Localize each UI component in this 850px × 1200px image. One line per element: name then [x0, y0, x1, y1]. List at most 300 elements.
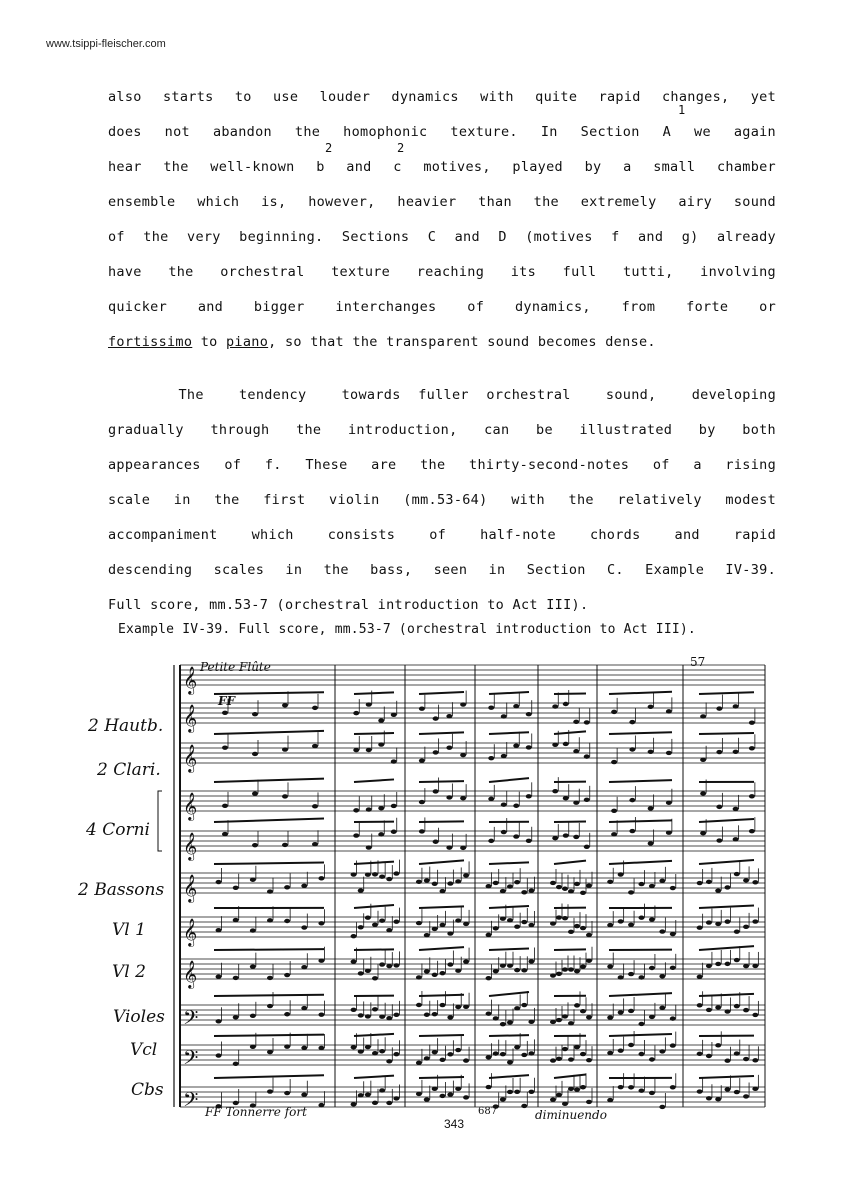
notehead: [366, 845, 372, 849]
notehead: [252, 752, 258, 756]
notehead: [446, 845, 452, 849]
notehead: [379, 962, 385, 966]
emphasis-piano: piano: [226, 334, 269, 350]
notehead: [573, 835, 579, 839]
beam: [609, 820, 672, 822]
notehead: [486, 1055, 492, 1059]
notehead: [486, 933, 492, 937]
notehead: [618, 1048, 624, 1052]
beam: [489, 732, 529, 734]
beam: [489, 692, 529, 694]
notehead: [648, 841, 654, 845]
notehead: [670, 886, 676, 890]
notehead: [666, 751, 672, 755]
notehead: [573, 801, 579, 805]
superscript-b2: 2: [325, 141, 333, 155]
notehead: [267, 976, 273, 980]
notehead: [580, 1052, 586, 1056]
notehead: [233, 918, 239, 922]
notehead: [568, 1087, 574, 1091]
notehead: [353, 711, 359, 715]
beam: [214, 779, 324, 782]
notehead: [666, 709, 672, 713]
notehead: [507, 918, 513, 922]
notehead: [424, 1013, 430, 1017]
notehead: [233, 1015, 239, 1019]
notehead: [366, 748, 372, 752]
notehead: [216, 880, 222, 884]
beam: [419, 692, 464, 694]
notehead: [379, 918, 385, 922]
notehead: [670, 932, 676, 936]
notehead: [639, 915, 645, 919]
text-line: [108, 325, 776, 360]
notehead: [416, 1092, 422, 1096]
notehead: [629, 747, 635, 751]
notehead: [455, 879, 461, 883]
notehead: [513, 804, 519, 808]
beam: [554, 821, 586, 822]
notehead: [250, 878, 256, 882]
notehead: [433, 789, 439, 793]
site-url: www.tsippi-fleischer.com: [46, 38, 166, 50]
notehead: [706, 1054, 712, 1058]
beam: [214, 731, 324, 734]
notehead: [447, 1015, 453, 1019]
notehead: [284, 919, 290, 923]
notehead: [725, 1087, 731, 1091]
notehead: [351, 1045, 357, 1049]
notehead: [440, 923, 446, 927]
notehead: [697, 1003, 703, 1007]
notehead: [666, 831, 672, 835]
notehead: [568, 930, 574, 934]
notehead: [562, 967, 568, 971]
notehead: [550, 1097, 556, 1101]
notehead: [222, 804, 228, 808]
beam: [489, 906, 529, 908]
beam: [214, 863, 324, 864]
small-number: 687: [478, 1106, 498, 1117]
notehead: [501, 803, 507, 807]
instrument-label: 2 Clari.: [97, 760, 161, 780]
notehead: [514, 968, 520, 972]
notehead: [586, 1015, 592, 1019]
page-number: 343: [444, 1117, 465, 1131]
treble-clef-icon: 𝄞: [183, 832, 198, 860]
notehead: [416, 1003, 422, 1007]
beam: [699, 733, 754, 734]
notehead: [318, 1103, 324, 1107]
notehead: [500, 963, 506, 967]
notehead: [659, 929, 665, 933]
beam: [419, 1035, 464, 1036]
diminuendo-marking: diminuendo: [535, 1108, 607, 1122]
notehead: [440, 889, 446, 893]
notehead: [716, 838, 722, 842]
instrument-label: Vl 2: [112, 962, 146, 982]
treble-clef-icon: 𝄞: [183, 744, 198, 772]
notehead: [725, 1059, 731, 1063]
beam: [354, 862, 394, 864]
notehead: [507, 884, 513, 888]
notehead: [700, 791, 706, 795]
notehead: [568, 889, 574, 893]
notehead: [528, 1020, 534, 1024]
beam: [699, 819, 754, 822]
notehead: [393, 1013, 399, 1017]
notehead: [697, 926, 703, 930]
notehead: [716, 750, 722, 754]
beam: [699, 946, 754, 950]
notehead: [216, 975, 222, 979]
notehead: [528, 889, 534, 893]
notehead: [393, 1052, 399, 1056]
beam: [699, 860, 754, 864]
notehead: [488, 839, 494, 843]
notehead: [501, 714, 507, 718]
notehead: [391, 713, 397, 717]
notehead: [500, 1097, 506, 1101]
notehead: [562, 1102, 568, 1106]
notehead: [611, 809, 617, 813]
notehead: [563, 742, 569, 746]
notehead: [574, 1045, 580, 1049]
notehead: [353, 808, 359, 812]
beam: [554, 949, 586, 950]
dynamic-marking: FF: [218, 694, 236, 708]
notehead: [318, 1012, 324, 1016]
notehead: [216, 1053, 222, 1057]
beam: [419, 906, 464, 908]
notehead: [563, 702, 569, 706]
superscript-a1: 1: [678, 103, 686, 117]
text-line: ensemble which is, however, heavier than the extremely airy sound: [108, 194, 776, 210]
notehead: [574, 1003, 580, 1007]
treble-clef-icon: 𝄞: [183, 792, 198, 820]
notehead: [649, 966, 655, 970]
notehead: [455, 969, 461, 973]
notehead: [252, 843, 258, 847]
beam: [419, 947, 464, 950]
notehead: [216, 1019, 222, 1023]
notehead: [580, 964, 586, 968]
notehead: [500, 1052, 506, 1056]
notehead: [659, 1105, 665, 1109]
notehead: [391, 759, 397, 763]
notehead: [433, 750, 439, 754]
notehead: [752, 964, 758, 968]
notehead: [697, 881, 703, 885]
notehead: [318, 959, 324, 963]
notehead: [419, 829, 425, 833]
notehead: [514, 880, 520, 884]
notehead: [358, 971, 364, 975]
notehead: [391, 804, 397, 808]
notehead: [586, 933, 592, 937]
notehead: [629, 829, 635, 833]
notehead: [301, 925, 307, 929]
beam: [419, 995, 464, 996]
notehead: [580, 926, 586, 930]
notehead: [351, 1008, 357, 1012]
notehead: [493, 1051, 499, 1055]
notehead: [432, 1050, 438, 1054]
notehead: [562, 1014, 568, 1018]
notehead: [250, 964, 256, 968]
notehead: [706, 1096, 712, 1100]
treble-clef-icon: 𝄞: [183, 874, 198, 902]
notehead: [447, 881, 453, 885]
notehead: [521, 1104, 527, 1108]
example-caption: Example IV-39. Full score, mm.53-7 (orchestral introduction to Act III).: [118, 622, 696, 637]
notehead: [725, 962, 731, 966]
notehead: [250, 1045, 256, 1049]
beam: [609, 861, 672, 864]
beam: [554, 731, 586, 734]
notehead: [446, 714, 452, 718]
notehead: [734, 1051, 740, 1055]
score-drawing: [60, 655, 780, 1125]
notehead: [526, 794, 532, 798]
notehead: [267, 1004, 273, 1008]
text-line: quicker and bigger interchanges of dynamics, from forte or: [108, 299, 776, 315]
notehead: [607, 964, 613, 968]
notehead: [353, 833, 359, 837]
notehead: [419, 706, 425, 710]
beam: [419, 732, 464, 734]
notehead: [447, 1092, 453, 1096]
text-line: The tendency towards fuller orchestral sound, developing: [108, 387, 776, 403]
notehead: [649, 1015, 655, 1019]
notehead: [514, 1006, 520, 1010]
notehead: [607, 1098, 613, 1102]
notehead: [521, 968, 527, 972]
instrument-label: Vcl: [130, 1040, 158, 1060]
notehead: [611, 760, 617, 764]
notehead: [628, 1009, 634, 1013]
notehead: [424, 933, 430, 937]
notehead: [416, 921, 422, 925]
beam: [489, 1075, 529, 1078]
notehead: [378, 718, 384, 722]
text-line: [108, 115, 776, 150]
notehead: [556, 972, 562, 976]
notehead: [573, 720, 579, 724]
instrument-label: Cbs: [131, 1080, 164, 1100]
notehead: [752, 880, 758, 884]
notehead: [670, 1085, 676, 1089]
beam: [609, 993, 672, 996]
notehead: [706, 964, 712, 968]
notehead: [233, 976, 239, 980]
notehead: [379, 875, 385, 879]
notehead: [393, 871, 399, 875]
notehead: [488, 706, 494, 710]
notehead: [521, 1053, 527, 1057]
notehead: [386, 1059, 392, 1063]
notehead: [433, 840, 439, 844]
notehead: [486, 976, 492, 980]
notehead: [440, 1094, 446, 1098]
notehead: [432, 882, 438, 886]
notehead: [552, 704, 558, 708]
notehead: [463, 1095, 469, 1099]
notehead: [611, 710, 617, 714]
notehead: [301, 1006, 307, 1010]
notehead: [391, 830, 397, 834]
notehead: [550, 1020, 556, 1024]
beam: [354, 949, 394, 950]
notehead: [715, 888, 721, 892]
notehead: [670, 966, 676, 970]
notehead: [379, 1015, 385, 1019]
notehead: [563, 833, 569, 837]
notehead: [446, 746, 452, 750]
notehead: [528, 923, 534, 927]
notehead: [416, 1061, 422, 1065]
notehead: [365, 1014, 371, 1018]
notehead: [233, 886, 239, 890]
notehead: [743, 878, 749, 882]
paragraph-2: [108, 378, 776, 623]
notehead: [463, 922, 469, 926]
notehead: [734, 929, 740, 933]
text-line: hear the well-known b and c motives, played by a small chamber: [108, 159, 776, 175]
notehead: [715, 1005, 721, 1009]
notehead: [460, 702, 466, 706]
notehead: [734, 1090, 740, 1094]
beam: [554, 1075, 586, 1078]
notehead: [716, 706, 722, 710]
notehead: [563, 796, 569, 800]
notehead: [752, 1058, 758, 1062]
notehead: [372, 872, 378, 876]
notehead: [556, 1018, 562, 1022]
emphasis-fortissimo: fortissimo: [108, 334, 193, 350]
notehead: [419, 758, 425, 762]
instrument-label: 4 Corni: [86, 820, 150, 840]
notehead: [521, 1003, 527, 1007]
text-line: of the very beginning. Sections C and D (motives f and g) already: [108, 229, 776, 245]
notehead: [611, 832, 617, 836]
notehead: [586, 884, 592, 888]
notehead: [584, 798, 590, 802]
beam: [489, 1035, 529, 1036]
notehead: [743, 964, 749, 968]
text-segment: does not abandon the homophonic texture. In Section A we again: [108, 124, 776, 140]
notehead: [460, 846, 466, 850]
notehead: [586, 1100, 592, 1104]
notehead: [649, 917, 655, 921]
notehead: [743, 925, 749, 929]
notehead: [552, 743, 558, 747]
notehead: [282, 747, 288, 751]
notehead: [629, 798, 635, 802]
notehead: [351, 1102, 357, 1106]
notehead: [629, 720, 635, 724]
notehead: [366, 807, 372, 811]
notehead: [358, 925, 364, 929]
notehead: [282, 843, 288, 847]
notehead: [670, 1043, 676, 1047]
beam: [214, 1075, 324, 1078]
notehead: [573, 749, 579, 753]
notehead: [574, 969, 580, 973]
beam: [354, 692, 394, 694]
notehead: [424, 1056, 430, 1060]
notehead: [580, 1009, 586, 1013]
beam: [354, 779, 394, 782]
notehead: [666, 801, 672, 805]
notehead: [318, 921, 324, 925]
notehead: [424, 878, 430, 882]
notehead: [252, 712, 258, 716]
notehead: [365, 872, 371, 876]
notehead: [424, 1097, 430, 1101]
notehead: [574, 924, 580, 928]
notehead: [521, 920, 527, 924]
notehead: [706, 1008, 712, 1012]
beam: [419, 781, 464, 782]
notehead: [493, 969, 499, 973]
notehead: [586, 959, 592, 963]
notehead: [318, 876, 324, 880]
notehead: [488, 797, 494, 801]
notehead: [358, 1093, 364, 1097]
notehead: [507, 1060, 513, 1064]
notehead: [393, 963, 399, 967]
notehead: [700, 831, 706, 835]
notehead: [372, 1007, 378, 1011]
notehead: [416, 880, 422, 884]
notehead: [358, 888, 364, 892]
notehead: [432, 927, 438, 931]
notehead: [432, 973, 438, 977]
notehead: [618, 1010, 624, 1014]
notehead: [488, 756, 494, 760]
notehead: [552, 789, 558, 793]
notehead: [607, 923, 613, 927]
notehead: [312, 842, 318, 846]
notehead: [386, 964, 392, 968]
beam: [419, 860, 464, 864]
notehead: [222, 832, 228, 836]
notehead: [743, 1008, 749, 1012]
notehead: [386, 928, 392, 932]
notehead: [250, 1014, 256, 1018]
notehead: [659, 974, 665, 978]
horn-bracket: [158, 791, 162, 851]
notehead: [659, 879, 665, 883]
notehead: [301, 965, 307, 969]
notehead: [365, 969, 371, 973]
notehead: [500, 889, 506, 893]
notehead: [649, 1091, 655, 1095]
notehead: [659, 1049, 665, 1053]
notehead: [455, 918, 461, 922]
notehead: [447, 1052, 453, 1056]
notehead: [526, 712, 532, 716]
notehead: [715, 922, 721, 926]
treble-clef-icon: 𝄞: [183, 666, 198, 694]
beam: [699, 692, 754, 694]
notehead: [550, 881, 556, 885]
notehead: [233, 1062, 239, 1066]
notehead: [733, 807, 739, 811]
beam: [419, 1077, 464, 1078]
notehead: [706, 880, 712, 884]
